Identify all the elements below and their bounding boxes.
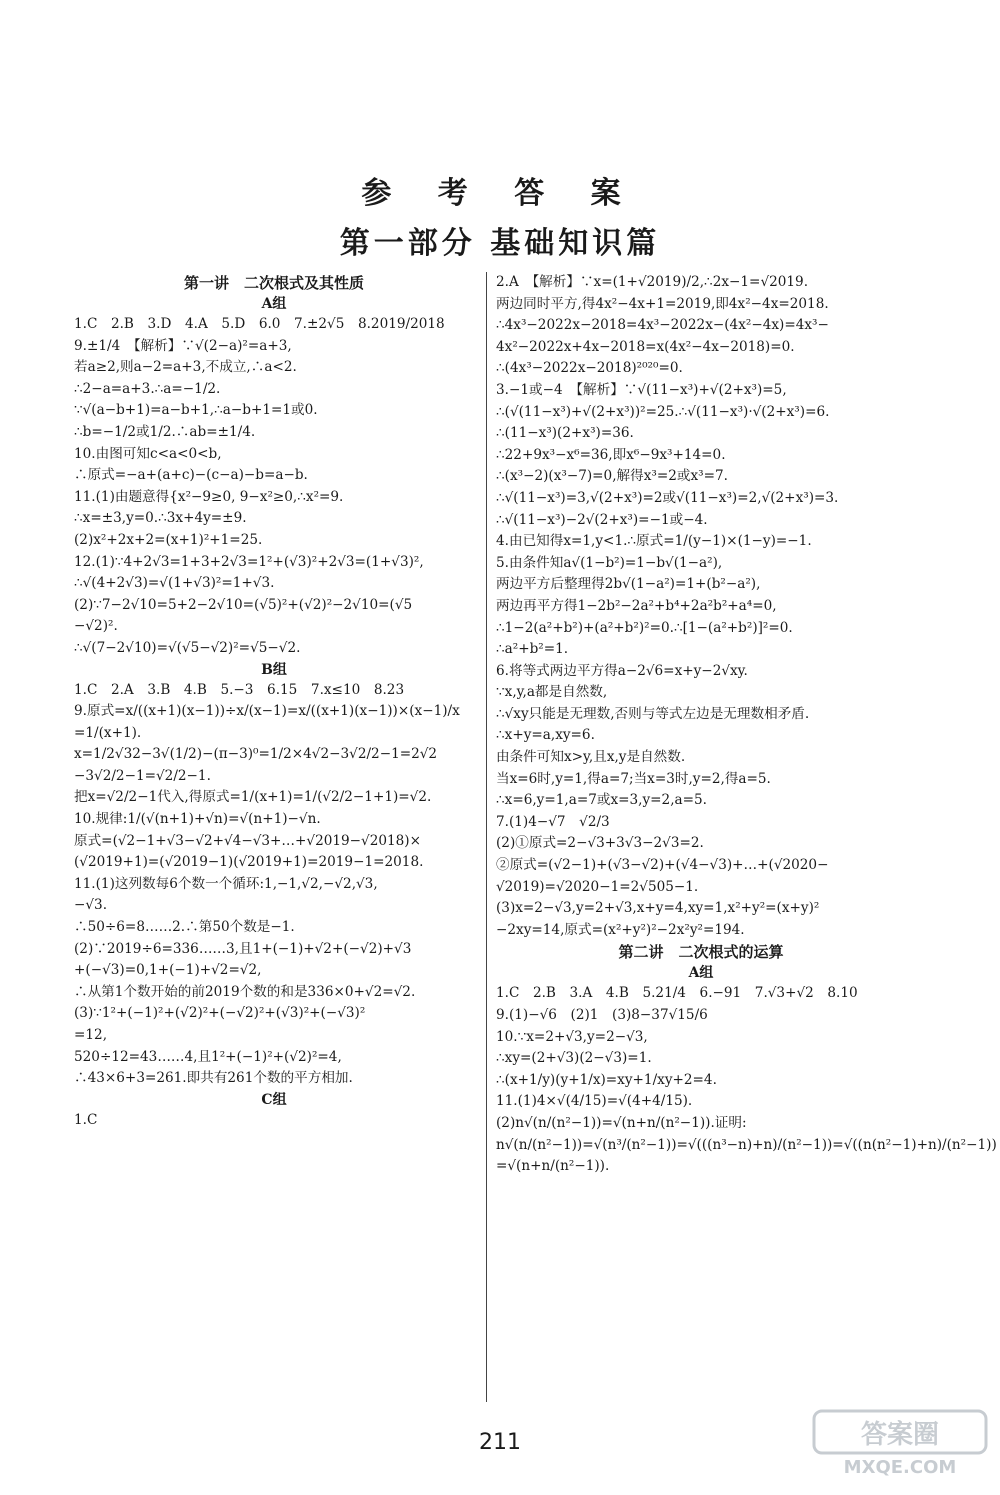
answer-line: 11.(1)4×√(4/15)=√(4+4/15). — [496, 1093, 693, 1110]
page-title: 参 考 答 案 — [361, 176, 639, 211]
answer-line: (2)①原式=2−√3+3√3−2√3=2. — [496, 835, 704, 852]
answer-line: ∴1−2(a²+b²)+(a²+b²)²=0.∴[1−(a²+b²)]²=0. — [496, 619, 793, 636]
answer-line: 7.(1)4−√7 √2/3 — [496, 813, 610, 830]
answer-line: ∴b=−1/2或1/2.∴ab=±1/4. — [74, 423, 256, 440]
answer-line: −3√2/2−1=√2/2−1. — [74, 767, 211, 784]
answer-line: ②原式=(√2−1)+(√3−√2)+(√4−√3)+…+(√2020− — [496, 857, 829, 874]
answer-line: 1.C — [74, 1111, 98, 1128]
answer-line: 520÷12=43……4,且1²+(−1)²+(√2)²=4, — [74, 1048, 342, 1065]
answer-line: ∴原式=−a+(a+c)−(c−a)−b=a−b. — [74, 467, 308, 484]
answer-line: ∴√(11−x³)−2√(2+x³)=−1或−4. — [496, 511, 708, 528]
answer-line: 11.(1)由题意得{x²−9≥0, 9−x²≥0,∴x²=9. — [74, 488, 344, 505]
svg-text:MXQE.COM: MXQE.COM — [843, 1457, 957, 1478]
answer-line: 1.C 2.B 3.D 4.A 5.D 6.0 7.±2√5 8.2019/2018 — [74, 316, 445, 332]
answer-line: ∴4x³−2022x−2018=4x³−2022x−(4x²−4x)=4x³− — [496, 317, 829, 334]
answer-line: 两边平方后整理得2b√(1−a²)=1+(b²−a²), — [496, 576, 761, 593]
answer-line: ∴x=±3,y=0.∴3x+4y=±9. — [74, 510, 247, 527]
section-heading: A组 — [688, 965, 714, 982]
answer-line: 10.规律:1/(√(n+1)+√n)=√(n+1)−√n. — [74, 811, 321, 828]
answer-line: =12, — [74, 1027, 108, 1043]
answer-line: ∴√(7−2√10)=√(√5−√2)²=√5−√2. — [74, 639, 301, 656]
answer-line: ∴(11−x³)(2+x³)=36. — [496, 425, 634, 442]
right-column — [496, 272, 997, 1178]
answer-line: (3)∵1²+(−1)²+(√2)²+(−√2)²+(√3)²+(−√3)² — [74, 1005, 366, 1022]
answer-line: (3)x=2−√3,y=2+√3,x+y=4,xy=1,x²+y²=(x+y)² — [496, 900, 820, 917]
answer-line: ∴(4x³−2022x−2018)²⁰²⁰=0. — [496, 360, 683, 377]
answer-line: (√2019+1)=(√2019−1)(√2019+1)=2019−1=2018. — [74, 854, 424, 871]
answer-line: (2)∵7−2√10=5+2−2√10=(√5)²+(√2)²−2√10=(√5 — [74, 596, 413, 613]
answer-line: 6.将等式两边平方得a−2√6=x+y−2√xy. — [496, 662, 748, 679]
part-title: 第一部分 基础知识篇 — [339, 226, 661, 261]
answer-line: ∴√xy只能是无理数,否则与等式左边是无理数相矛盾. — [496, 705, 810, 722]
answer-line: −2xy=14,原式=(x²+y²)²−2x²y²=194. — [496, 921, 745, 938]
answer-line: 4.由已知得x=1,y<1.∴原式=1/(y−1)×(1−y)=−1. — [496, 533, 812, 550]
answer-line: ∴√(4+2√3)=√(1+√3)²=1+√3. — [74, 575, 275, 592]
answer-line: 原式=(√2−1+√3−√2+√4−√3+…+√2019−√2018)× — [74, 832, 422, 849]
answer-line: ∴x=6,y=1,a=7或x=3,y=2,a=5. — [496, 792, 707, 809]
left-column — [74, 272, 474, 1131]
answer-line: −√3. — [74, 897, 108, 914]
answer-line: √2019)=√2020−1=2√505−1. — [496, 878, 699, 895]
svg-text:答案圈: 答案圈 — [860, 1420, 940, 1450]
answer-line: ∴50÷6=8……2.∴第50个数是−1. — [74, 919, 295, 936]
answer-line: ∴(√(11−x³)+√(2+x³))²=25.∴√(11−x³)·√(2+x³)=6. — [496, 403, 830, 420]
answer-line: 12.(1)∵4+2√3=1+3+2√3=1²+(√3)²+2√3=(1+√3)², — [74, 553, 424, 570]
answer-line: 10.由图可知c<a<0<b, — [74, 445, 222, 462]
answer-line: 当x=6时,y=1,得a=7;当x=3时,y=2,得a=5. — [496, 770, 771, 787]
answer-line: ∴(x+1/y)(y+1/x)=xy+1/xy+2=4. — [496, 1071, 717, 1088]
answer-line: ∵x,y,a都是自然数, — [496, 684, 608, 701]
answer-line: 10.∵x=2+√3,y=2−√3, — [496, 1028, 648, 1045]
answer-line: 若a≥2,则a−2=a+3,不成立,∴a<2. — [74, 359, 297, 376]
answer-line: (2)x²+2x+2=(x+1)²+1=25. — [74, 531, 263, 548]
answer-line: +(−√3)=0,1+(−1)+√2=√2, — [74, 962, 262, 979]
answer-line: ∴2−a=a+3.∴a=−1/2. — [74, 380, 221, 397]
answer-line: 两边同时平方,得4x²−4x+1=2019,即4x²−4x=2018. — [496, 295, 829, 312]
answer-line: ∴22+9x³−x⁶=36,即x⁶−9x³+14=0. — [496, 446, 726, 463]
answer-line: 4x²−2022x+4x−2018=x(4x²−4x−2018)=0. — [496, 338, 795, 355]
watermark-logo — [812, 1409, 988, 1477]
page-number: 211 — [479, 1430, 521, 1455]
section-heading: A组 — [261, 296, 287, 312]
answer-line: ∴43×6+3=261.即共有261个数的平方相加. — [74, 1070, 353, 1087]
answer-line: ∴xy=(2+√3)(2−√3)=1. — [496, 1050, 652, 1067]
answer-line: 由条件可知x>y,且x,y是自然数. — [496, 749, 686, 766]
answer-line: 9.(1)−√6 (2)1 (3)8−37√15/6 — [496, 1007, 708, 1023]
section-heading: C组 — [261, 1091, 287, 1108]
answer-line: 2.A 【解析】∵x=(1+√2019)/2,∴2x−1=√2019. — [496, 274, 809, 290]
answer-line: ∴(x³−2)(x³−7)=0,解得x³=2或x³=7. — [496, 468, 728, 485]
answer-line: 9.原式=x/((x+1)(x−1))÷x/(x−1)=x/((x+1)(x−1))×(x−1)/x — [74, 703, 460, 720]
answer-line: −√2)². — [74, 618, 118, 635]
answer-line: (2)∵2019÷6=336……3,且1+(−1)+√2+(−√2)+√3 — [74, 940, 412, 957]
answer-line: 两边再平方得1−2b²−2a²+b⁴+2a²b²+a⁴=0, — [496, 597, 777, 614]
answer-line: ∴√(11−x³)=3,√(2+x³)=2或√(11−x³)=2,√(2+x³)=3. — [496, 489, 839, 506]
column-divider — [486, 272, 487, 1402]
section-heading: B组 — [261, 661, 287, 678]
answer-line: =1/(x+1). — [74, 724, 142, 741]
answer-line: =√(n+n/(n²−1)). — [496, 1158, 610, 1175]
answer-line: (2)n√(n/(n²−1))=√(n+n/(n²−1)).证明: — [496, 1114, 747, 1131]
section-heading: 第一讲 二次根式及其性质 — [183, 274, 364, 292]
answer-line: 1.C 2.A 3.B 4.B 5.−3 6.15 7.x≤10 8.23 — [74, 681, 405, 698]
answer-line: 3.−1或−4 【解析】∵√(11−x³)+√(2+x³)=5, — [496, 381, 787, 398]
answer-line: x=1/2√32−3√(1/2)−(π−3)⁰=1/2×4√2−3√2/2−1=2√2 — [74, 746, 438, 763]
answer-line: ∴从第1个数开始的前2019个数的和是336×0+√2=√2. — [74, 983, 416, 1000]
answer-line: 11.(1)这列数每6个数一个循环:1,−1,√2,−√2,√3, — [74, 875, 378, 892]
answer-line: 把x=√2/2−1代入,得原式=1/(x+1)=1/(√2/2−1+1)=√2. — [74, 789, 432, 806]
answer-line: 5.由条件知a√(1−b²)=1−b√(1−a²), — [496, 554, 723, 571]
answer-line: ∵√(a−b+1)=a−b+1,∴a−b+1=1或0. — [74, 402, 318, 419]
answer-line: 9.±1/4 【解析】∵√(2−a)²=a+3, — [74, 337, 292, 354]
answer-line: 1.C 2.B 3.A 4.B 5.21/4 6.−91 7.√3+√2 8.10 — [496, 985, 858, 1002]
answer-line: n√(n/(n²−1))=√(n³/(n²−1))=√(((n³−n)+n)/(n²−1))=√((n(n²−1)+n)/(n²−1)) — [496, 1136, 997, 1153]
section-heading: 第二讲 二次根式的运算 — [618, 943, 784, 962]
answer-line: ∴x+y=a,xy=6. — [496, 727, 595, 744]
answer-line: ∴a²+b²=1. — [496, 641, 569, 658]
